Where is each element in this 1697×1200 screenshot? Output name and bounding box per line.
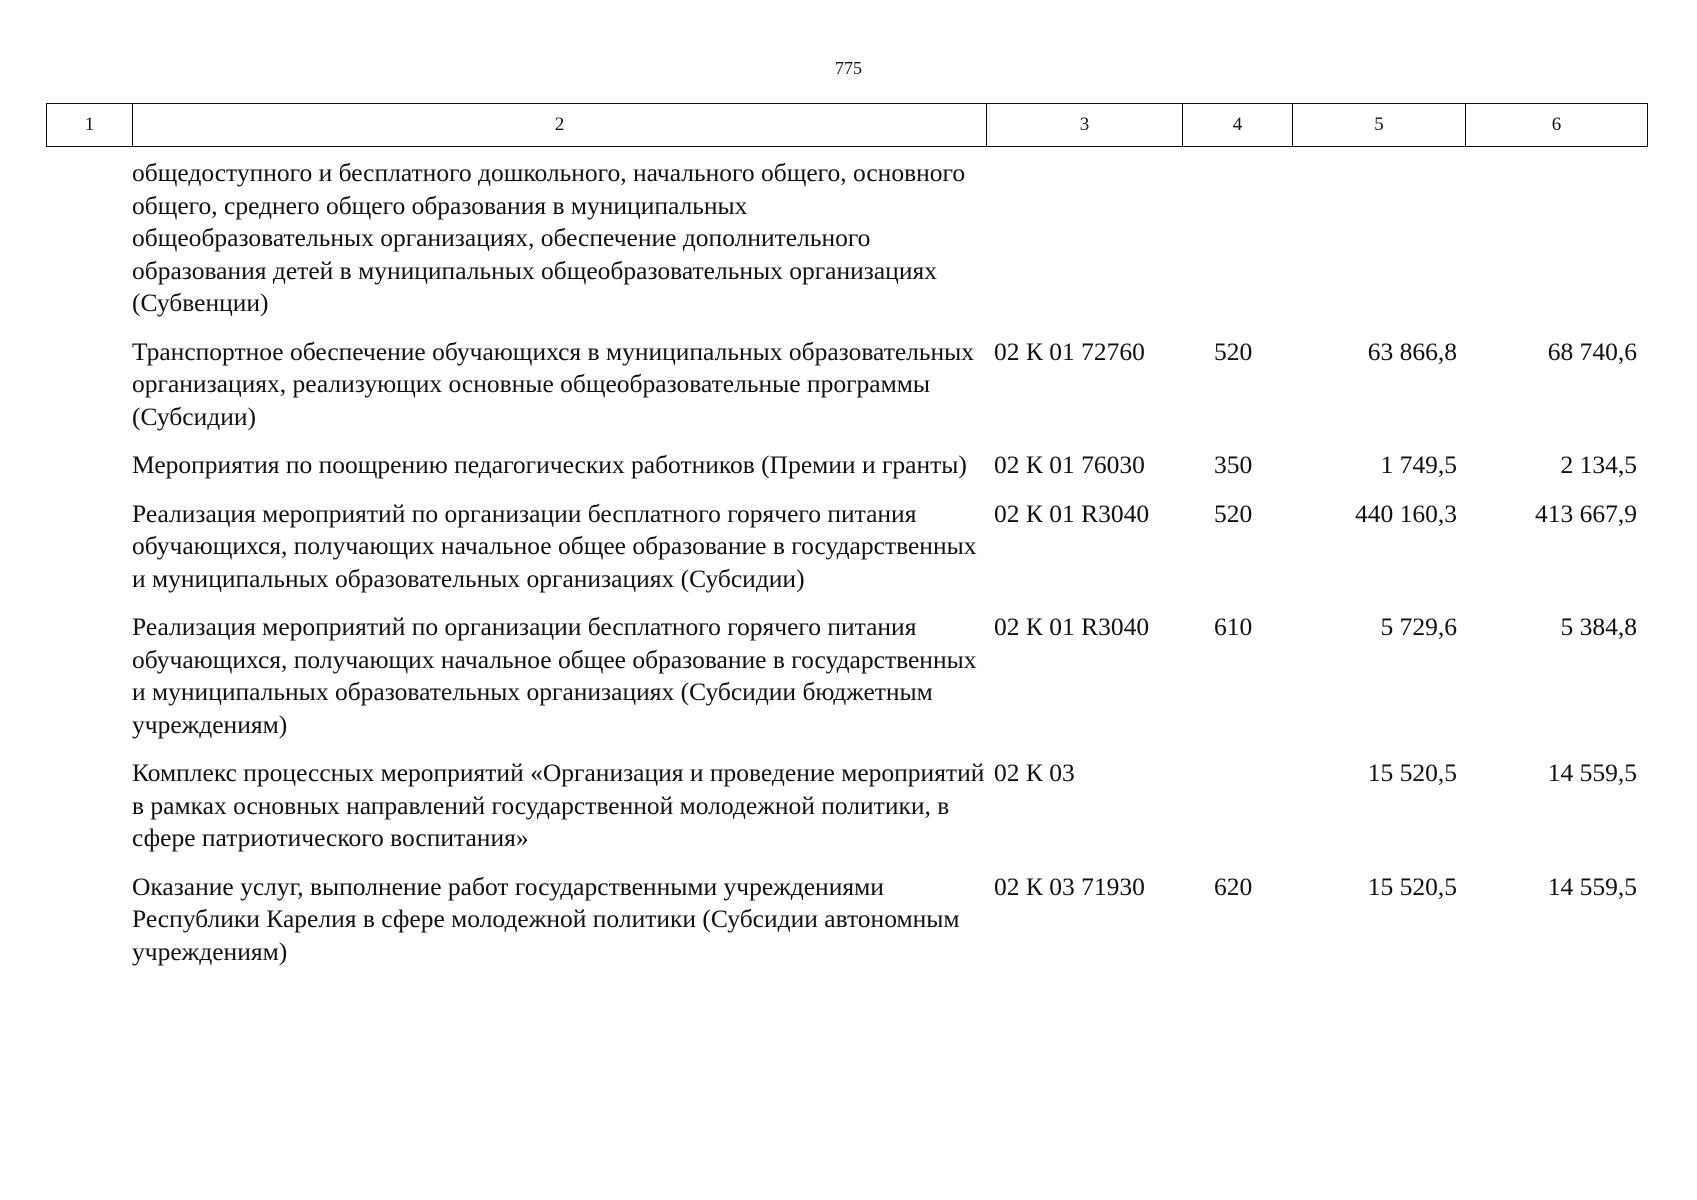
table-row (46, 498, 1647, 596)
table-body (46, 157, 1647, 984)
row-value-6 (1465, 157, 1647, 320)
table-row (46, 611, 1647, 741)
row-number-cell (46, 498, 132, 596)
row-number-cell (46, 611, 132, 741)
table-row (46, 336, 1647, 434)
column-header-1: 1 (47, 104, 133, 147)
row-value-6: 5 384,8 (1560, 612, 1637, 641)
row-description: Оказание услуг, выполнение работ государственными учреждениями Республики Карелия в сфере молодежной политики (Субсидии автономным учреждениям) (132, 871, 960, 966)
table-row (46, 449, 1647, 482)
row-value-6: 2 134,5 (1560, 450, 1637, 479)
row-code: 02 К 01 R3040 (994, 498, 1150, 528)
row-description: Мероприятия по поощрению педагогических работников (Премии и гранты) (132, 450, 967, 479)
row-description: Реализация мероприятий по организации бесплатного горячего питания обучающихся, получающих начальное общее образование в государственных и муниципальных образовательных организациях (Субсидии бюджетным учреждениям) (132, 612, 977, 739)
row-type: 520 (1214, 336, 1253, 366)
row-value-6: 68 740,6 (1547, 336, 1637, 366)
page-number: 775 (835, 58, 862, 78)
row-value-6: 14 559,5 (1547, 871, 1637, 901)
column-header-table (46, 103, 1648, 147)
row-code: 02 К 01 72760 (994, 336, 1145, 366)
row-code: 02 К 03 71930 (994, 871, 1145, 901)
row-number-cell (46, 757, 132, 855)
column-header-3: 3 (987, 104, 1183, 147)
row-value-5: 15 520,5 (1367, 871, 1457, 901)
row-value-5: 5 729,6 (1380, 612, 1457, 641)
row-type: 520 (1214, 498, 1253, 528)
column-header-2: 2 (133, 104, 987, 147)
row-value-5: 15 520,5 (1367, 758, 1457, 787)
row-code (986, 157, 1182, 320)
row-number-cell (46, 157, 132, 320)
row-code: 02 К 03 (994, 758, 1075, 787)
table-row (46, 157, 1647, 320)
table-row (46, 871, 1647, 969)
row-value-6: 413 667,9 (1535, 498, 1637, 528)
row-description: Реализация мероприятий по организации бесплатного горячего питания обучающихся, получающих начальное общее образование в государственных и муниципальных образовательных организациях (Субсидии) (132, 498, 977, 593)
row-description: Транспортное обеспечение обучающихся в муниципальных образовательных организациях, реализующих основные общеобразовательные программы (Субсидии) (132, 336, 975, 431)
row-type (1182, 157, 1292, 320)
row-type: 350 (1214, 450, 1253, 479)
column-header-row (47, 104, 1648, 147)
row-description: Комплекс процессных мероприятий «Организация и проведение мероприятий в рамках основных направлений государственной молодежной политики, в сфере патриотического воспитания» (132, 758, 985, 852)
row-number-cell (46, 871, 132, 969)
row-number-cell (46, 449, 132, 482)
row-value-5: 440 160,3 (1355, 498, 1457, 528)
row-value-5: 1 749,5 (1380, 450, 1457, 479)
row-code: 02 К 01 R3040 (994, 612, 1150, 641)
row-type (1182, 757, 1292, 855)
column-header-4: 4 (1183, 104, 1293, 147)
table-row (46, 757, 1647, 855)
row-number-cell (46, 336, 132, 434)
row-value-6: 14 559,5 (1547, 758, 1637, 787)
column-header-6: 6 (1466, 104, 1648, 147)
row-value-5 (1292, 157, 1465, 320)
row-code: 02 К 01 76030 (994, 450, 1145, 479)
row-value-5: 63 866,8 (1367, 336, 1457, 366)
row-type: 620 (1214, 871, 1253, 901)
row-type: 610 (1214, 612, 1253, 641)
column-header-5: 5 (1293, 104, 1466, 147)
row-description: общедоступного и бесплатного дошкольного, начального общего, основного общего, среднего общего образования в муниципальных общеобразовательных организациях, обеспечение дополнительного образования детей в муниципальных общеобразовательных организациях (Субвенции) (132, 158, 966, 317)
